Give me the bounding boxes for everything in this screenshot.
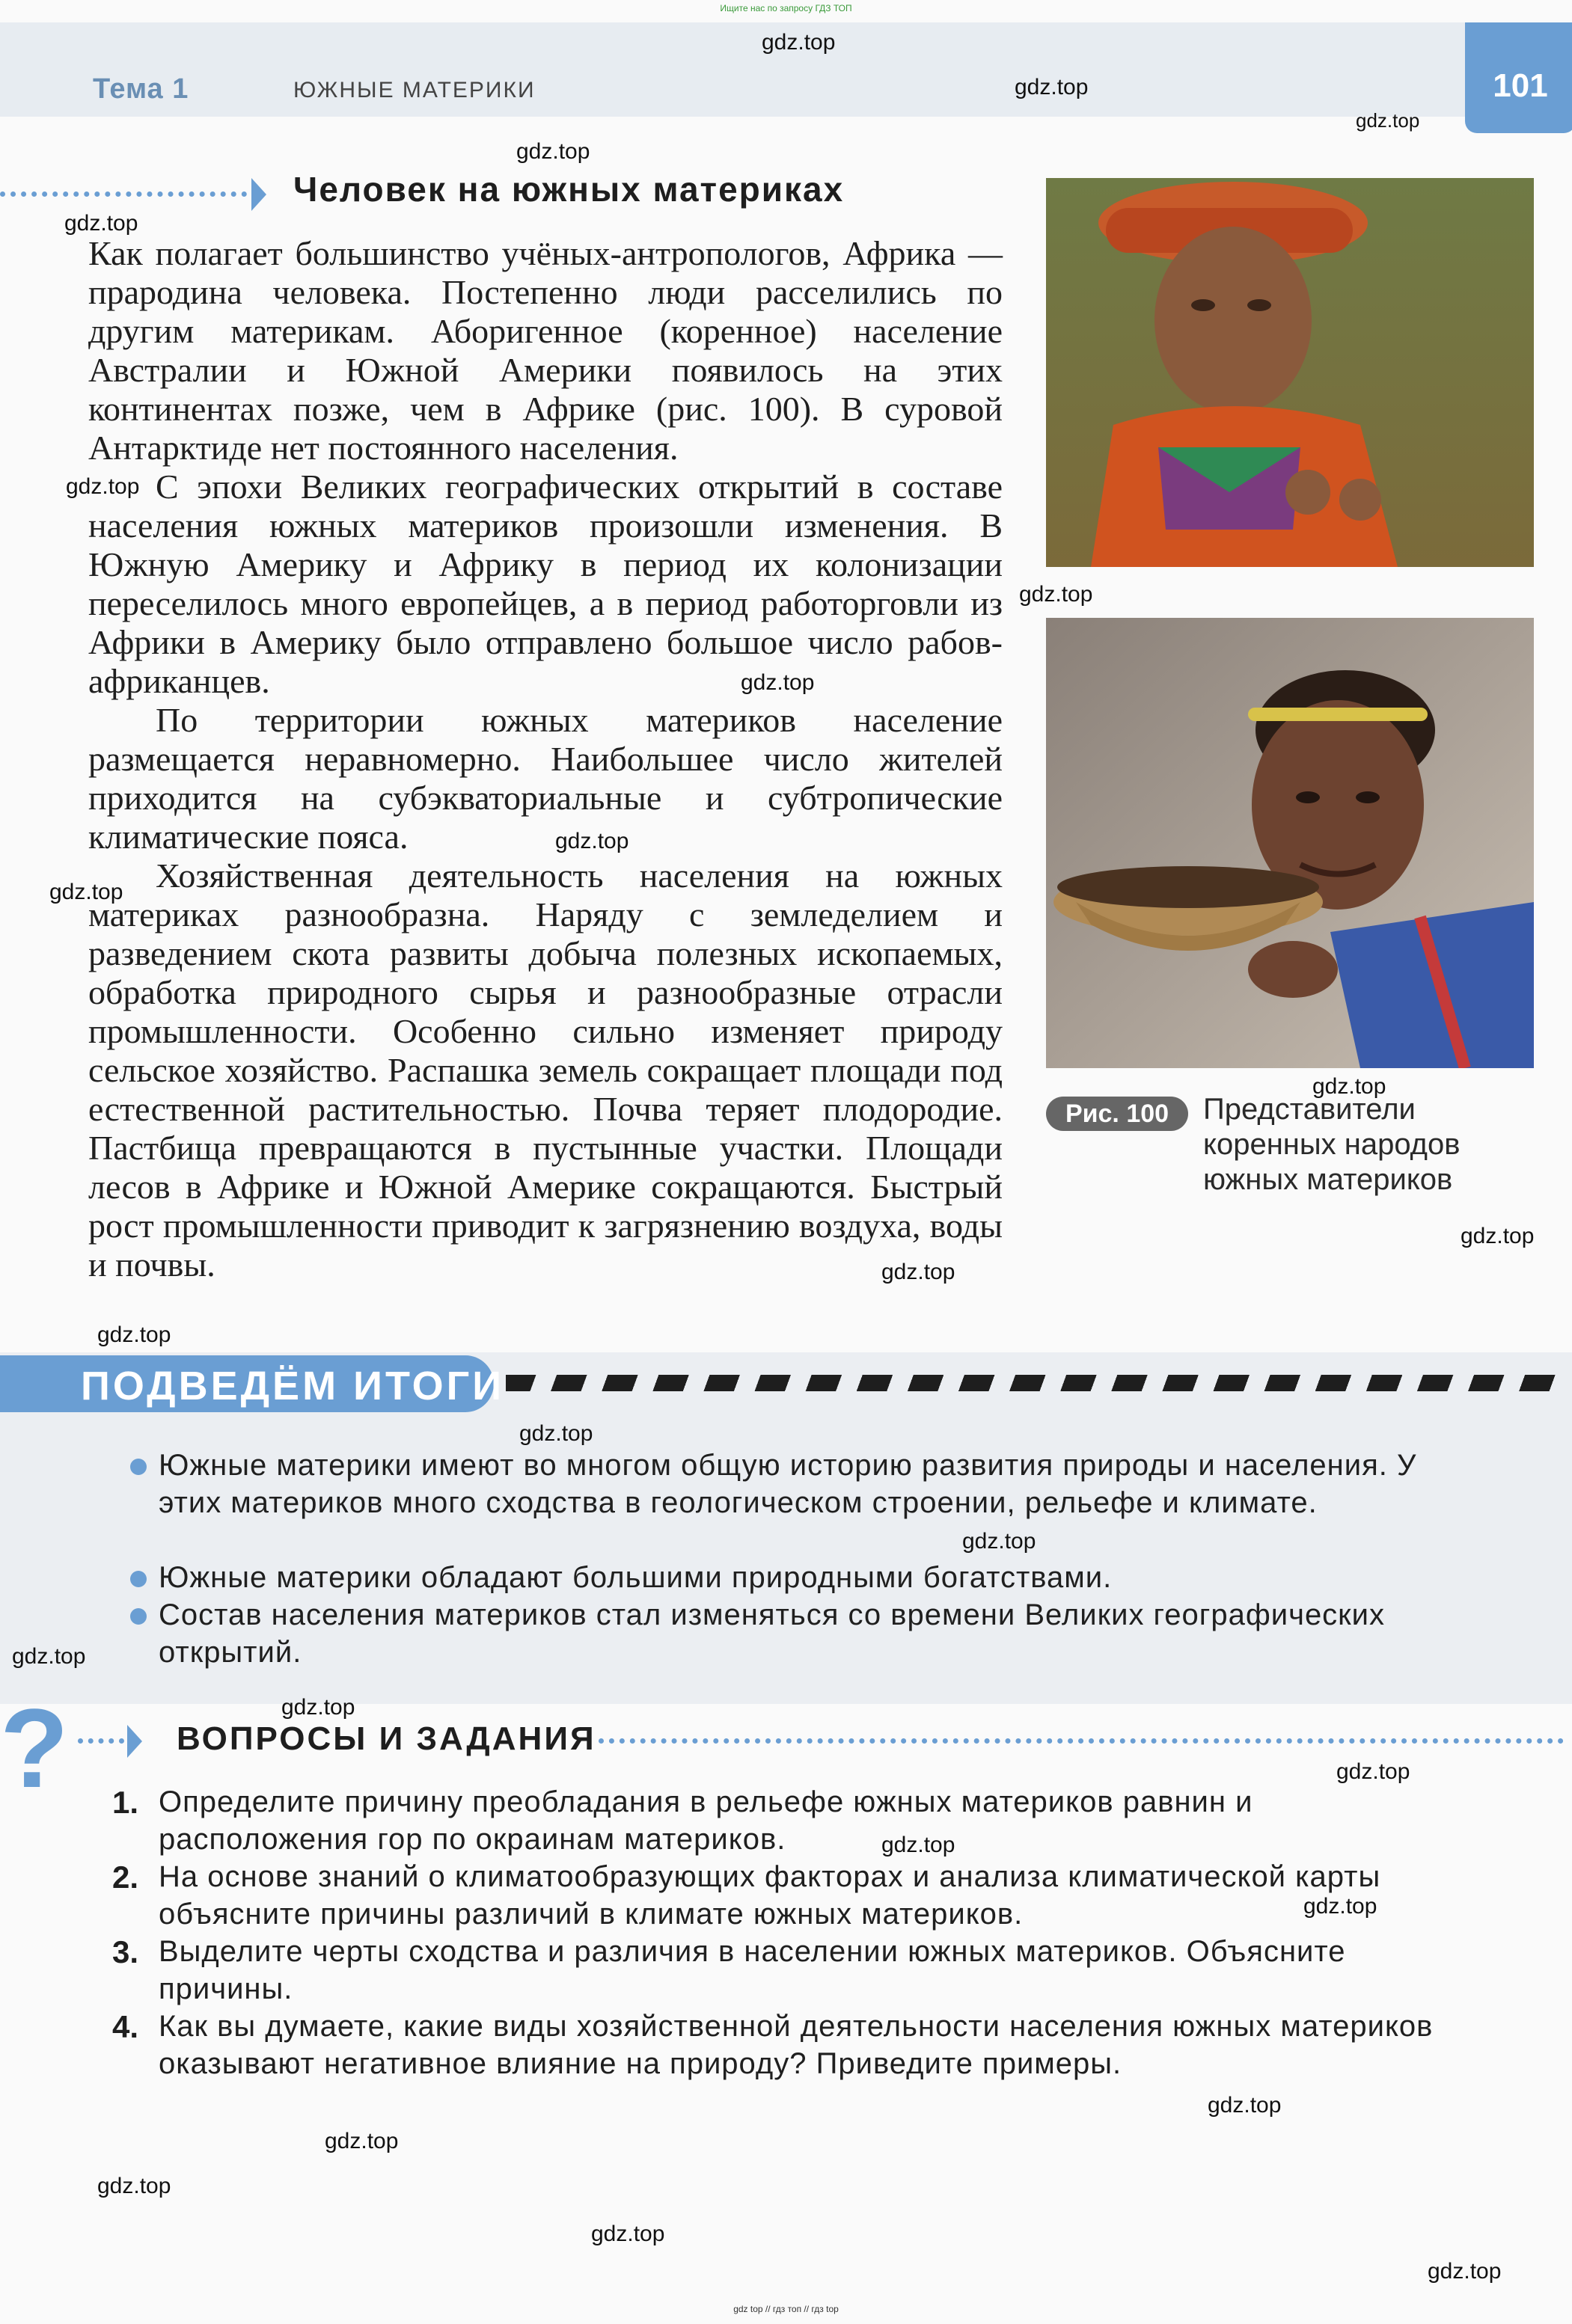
watermark: gdz.top <box>1015 75 1089 99</box>
watermark: gdz.top <box>97 1322 171 1347</box>
watermark: gdz.top <box>1428 2259 1502 2284</box>
question-text: Определите причину преобладания в рельефе южных материков равнин и расположения гор по окраинам материков. <box>159 1785 1253 1856</box>
summary-item: Южные материки обладают большими природными богатствами. <box>159 1561 1113 1594</box>
question-text: На основе знаний о климатообразующих факторах и анализа климатической карты объясните причины различий в климате южных материков. <box>159 1860 1381 1931</box>
watermark: gdz.top <box>591 2222 665 2246</box>
summary-stripe-line <box>506 1375 1561 1391</box>
section-body <box>88 234 1003 1284</box>
watermark: gdz.top <box>66 474 140 499</box>
summary-item: Южные материки имеют во многом общую историю развития природы и населения. У этих материков много сходства в геологическом строении, рельефе и климате. <box>159 1449 1417 1519</box>
watermark: gdz.top <box>97 2174 171 2198</box>
watermark: gdz.top <box>281 1695 355 1720</box>
paragraph: Хозяйственная деятельность населения на южных материках разнообразна. Наряду с земледелием и разведением скота развиты добыча полезных ископаемых, обработка природного сырья и разнообразные отрасли промышленности. Особенно сильно изменяет природу сельское хозяйство. Распашка земель сокращает площади под естественной растительностью. Почва теряет плодородие. Пастбища превращаются в пустынные участки. Площади лесов в Африке и Южной Америке сокращаются. Быстрый рост промышленности приводит к загрязнению воздуха, воды и почвы. <box>88 856 1003 1284</box>
photo-andean-woman <box>1046 178 1534 567</box>
question-number: 3. <box>112 1934 139 1969</box>
paragraph: Как полагает большинство учёных-антропологов, Африка — прародина человека. Постепенно люди расселились по другим материкам. Аборигенное (коренное) население Австралии и Южной Америки появилось на этих континентах позже, чем в Африке (рис. 100). В суровой Антарктиде нет постоянного населения. <box>88 234 1003 467</box>
questions-title: ВОПРОСЫ И ЗАДАНИЯ <box>177 1720 596 1757</box>
watermark: gdz.top <box>881 1833 955 1857</box>
bullet-icon <box>130 1571 147 1587</box>
watermark: gdz.top <box>1356 109 1420 132</box>
watermark: gdz.top <box>1019 582 1093 607</box>
top-note: Ищите нас по запросу ГДЗ ТОП <box>720 3 852 13</box>
question-number: 1. <box>112 1785 139 1820</box>
bullet-icon <box>130 1459 147 1475</box>
watermark: gdz.top <box>1336 1759 1410 1784</box>
summary-item: Состав населения материков стал изменяться со времени Великих географических открытий. <box>159 1598 1386 1669</box>
questions-dotted-line-right <box>599 1738 1564 1744</box>
heading-arrow-icon <box>251 178 266 211</box>
paragraph: С эпохи Великих географических открытий в составе населения южных материков произошли изменения. В Южную Америку и Африку в период их колонизации переселилось много европейцев, а в период работорговли из Африки в Америку было отправлено большое число рабов-африканцев. <box>88 467 1003 700</box>
page-number: 101 <box>1465 22 1572 133</box>
watermark: gdz.top <box>1303 1894 1377 1919</box>
question-text: Как вы думаете, какие виды хозяйственной деятельности населения южных материков оказывают негативное влияние на природу? Приведите примеры. <box>159 2010 1434 2080</box>
watermark: gdz.top <box>555 829 629 853</box>
watermark: gdz.top <box>519 1421 593 1446</box>
theme-title: ЮЖНЫЕ МАТЕРИКИ <box>293 78 536 102</box>
watermark: gdz.top <box>962 1529 1036 1554</box>
section-title: Человек на южных материках <box>293 170 845 209</box>
watermark: gdz.top <box>1461 1224 1535 1248</box>
question-mark-icon: ? <box>0 1685 69 1811</box>
bullet-icon <box>130 1608 147 1625</box>
african-woman-illustration <box>1046 618 1534 1068</box>
questions-arrow-icon <box>127 1725 142 1758</box>
heading-dotted-line <box>0 191 247 197</box>
watermark: gdz.top <box>1208 2093 1282 2118</box>
figure-label: Рис. 100 <box>1046 1097 1188 1131</box>
watermark: gdz.top <box>64 211 138 236</box>
question-number: 4. <box>112 2009 139 2044</box>
photo-african-woman <box>1046 618 1534 1068</box>
question-number: 2. <box>112 1859 139 1895</box>
summary-title: ПОДВЕДЁМ ИТОГИ <box>81 1364 505 1408</box>
andean-woman-illustration <box>1046 178 1534 567</box>
watermark: gdz.top <box>325 2129 399 2153</box>
watermark: gdz.top <box>12 1644 86 1669</box>
paragraph: По территории южных материков население размещается неравномерно. Наибольшее число жителей приходится на субэкваториальные и субтропические климатические пояса. <box>88 701 1003 856</box>
question-text: Выделите черты сходства и различия в населении южных материков. Объясните причины. <box>159 1935 1346 2005</box>
questions-dotted-line <box>78 1738 124 1744</box>
bottom-note: gdz top // гдз топ // гдз top <box>733 2304 839 2314</box>
watermark: gdz.top <box>881 1260 955 1284</box>
theme-label: Тема 1 <box>93 73 189 105</box>
watermark: gdz.top <box>1312 1074 1386 1099</box>
watermark: gdz.top <box>516 139 590 164</box>
watermark: gdz.top <box>762 30 836 55</box>
watermark: gdz.top <box>741 670 815 695</box>
figure-caption: Представители коренных народов южных материков <box>1203 1093 1461 1196</box>
watermark: gdz.top <box>49 880 123 904</box>
